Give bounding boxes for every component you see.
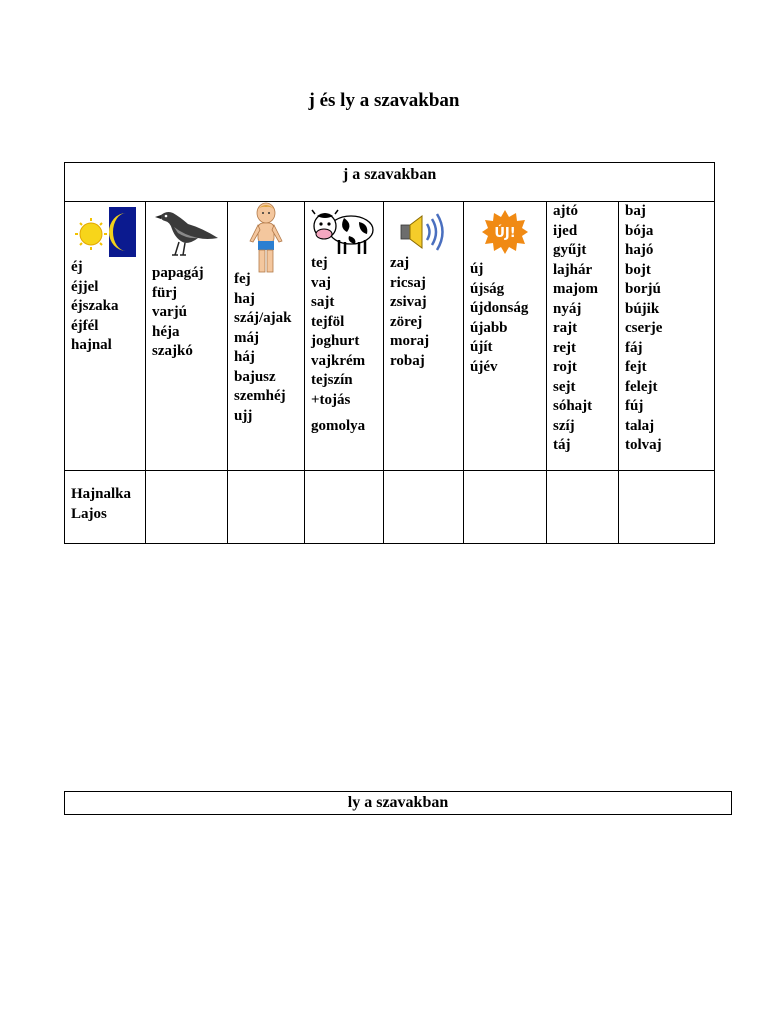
word-item: fáj <box>625 339 643 356</box>
word-item: moraj <box>390 333 430 349</box>
word-column-new <box>464 202 547 471</box>
ly-section-heading: ly a szavakban <box>64 791 732 815</box>
empty-cell <box>547 471 619 544</box>
word-list <box>547 202 618 456</box>
word-item: joghurt <box>311 333 360 349</box>
page-title: j és ly a szavakban <box>308 90 460 111</box>
word-item: éjszaka <box>71 298 119 314</box>
word-item: bója <box>625 222 654 239</box>
word-item: tejföl <box>311 313 345 330</box>
word-item: új <box>470 261 484 277</box>
word-item: baj <box>625 203 646 219</box>
word-column-body <box>228 202 305 471</box>
speaker-icon <box>384 202 463 262</box>
word-item: háj <box>234 349 255 365</box>
word-list <box>464 260 546 377</box>
word-item: felejt <box>625 378 658 395</box>
word-item: zaj <box>390 255 410 271</box>
word-column-misc-1 <box>547 202 619 471</box>
word-item: ricsaj <box>390 274 426 291</box>
word-item: sóhajt <box>553 398 593 414</box>
word-list <box>146 264 227 362</box>
word-item: szemhéj <box>234 388 286 404</box>
word-item: újdonság <box>470 300 529 316</box>
word-item: szíj <box>553 417 575 434</box>
word-item: hajó <box>625 242 654 258</box>
word-item: talaj <box>625 417 655 434</box>
word-item: száj/ajak <box>234 310 292 326</box>
word-column-misc-2 <box>619 202 715 471</box>
empty-cell <box>619 471 715 544</box>
word-item-extra: gomolya <box>311 418 366 434</box>
word-item: robaj <box>390 352 425 369</box>
word-item: tolvaj <box>625 437 662 453</box>
word-list <box>305 254 383 437</box>
word-item: majom <box>553 281 598 297</box>
word-item: gyűjt <box>553 242 587 258</box>
empty-cell <box>228 471 305 544</box>
name-item: Hajnalka <box>71 486 132 502</box>
word-row <box>65 202 715 471</box>
word-item: zsivaj <box>390 294 427 310</box>
word-item: máj <box>234 329 259 346</box>
word-item: ajtó <box>553 203 578 219</box>
empty-cell <box>384 471 464 544</box>
word-item: hajnal <box>71 337 112 353</box>
word-item: tej <box>311 255 328 271</box>
name-item: Lajos <box>71 505 107 522</box>
word-column-night <box>65 202 146 471</box>
new-badge-label: ÚJ! <box>494 226 516 241</box>
empty-cell <box>305 471 384 544</box>
word-item: ijed <box>553 222 578 239</box>
boy-icon <box>228 202 304 262</box>
word-item: bújik <box>625 300 660 317</box>
sun-and-moon-icon <box>65 202 145 262</box>
word-item: bojt <box>625 261 651 278</box>
names-row <box>65 471 715 544</box>
word-item: sejt <box>553 378 576 395</box>
word-item: ujj <box>234 407 253 424</box>
word-item: borjú <box>625 281 661 297</box>
crow-icon <box>146 202 227 262</box>
word-item: vaj <box>311 274 331 291</box>
table-header <box>65 163 715 202</box>
word-item: újít <box>470 339 493 355</box>
empty-cell <box>146 471 228 544</box>
table-header-label: j a szavakban <box>342 166 437 183</box>
j-word-table <box>64 162 715 544</box>
word-item: rajt <box>553 320 578 336</box>
word-item: fejt <box>625 359 647 375</box>
word-item: varjú <box>152 304 187 320</box>
word-column-dairy <box>305 202 384 471</box>
word-item: rojt <box>553 359 577 375</box>
word-item: nyáj <box>553 300 582 317</box>
word-list <box>65 258 145 356</box>
word-item: éj <box>71 259 83 275</box>
word-column-noise <box>384 202 464 471</box>
word-item: bajusz <box>234 368 276 385</box>
word-list <box>228 270 304 426</box>
word-item: fej <box>234 271 251 287</box>
empty-cell <box>464 471 547 544</box>
word-item: héja <box>152 323 180 340</box>
word-item: tejszín <box>311 372 353 388</box>
word-item: újság <box>470 280 505 297</box>
word-item: zörej <box>390 313 423 330</box>
word-item: papagáj <box>152 265 204 281</box>
word-item: éjjel <box>71 278 99 295</box>
word-item: sajt <box>311 294 335 310</box>
word-list <box>619 202 714 456</box>
word-item: lajhár <box>553 261 593 278</box>
word-item: éjfél <box>71 317 99 334</box>
word-item: rejt <box>553 339 577 356</box>
word-item: újév <box>470 358 498 375</box>
word-column-birds <box>146 202 228 471</box>
word-item: újabb <box>470 319 508 336</box>
word-item: szajkó <box>152 343 193 359</box>
word-item: +tojás <box>311 391 351 408</box>
word-item: cserje <box>625 320 663 336</box>
word-item: haj <box>234 290 255 307</box>
new-badge-icon <box>464 202 546 262</box>
word-item: fúj <box>625 398 644 414</box>
word-item: vajkrém <box>311 352 366 369</box>
word-list <box>384 254 463 371</box>
word-item: táj <box>553 437 571 453</box>
names-cell <box>65 471 146 544</box>
cow-icon <box>305 202 383 262</box>
word-item: fürj <box>152 284 177 301</box>
